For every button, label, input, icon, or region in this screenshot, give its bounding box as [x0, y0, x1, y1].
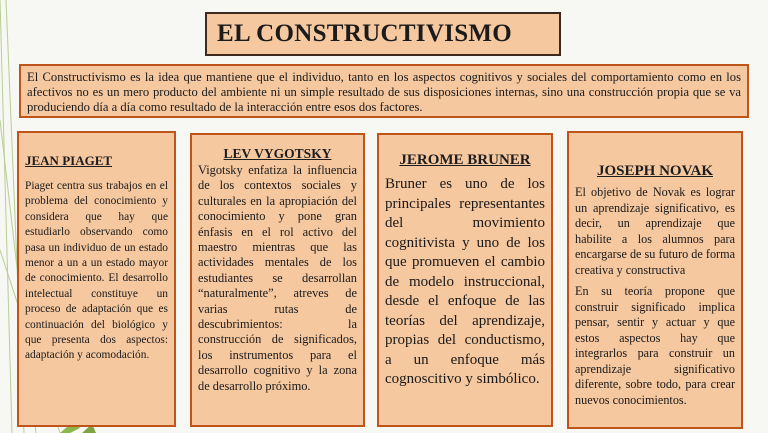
piaget-text: Piaget centra sus trabajos en el problema del conocimiento y considera que hay que estudiarlo observando como pasa un individuo de un estado menor a un a un estado mayor de conocimiento. El desarrollo intelectual constituye un proceso de adaptación que es continuación del biológico y que presenta dos aspectos: adaptación y acomodación. — [25, 180, 168, 362]
bruner-heading: JEROME BRUNER — [399, 152, 531, 168]
page-title: EL CONSTRUCTIVISMO — [217, 20, 513, 47]
vygotsky-text: Vigotsky enfatiza la influencia de los contextos sociales y culturales en la apropiación del conocimiento y pone gran énfasis en el rol activo del maestro mientras que las actividades mentales de los estudiantes se desarrollan “naturalmente”, atreves de varias rutas de descubrimientos: la construcción de significados, los instrumentos para el desarrollo cognitivo y la zona de desarrollo próximo. — [198, 163, 357, 393]
vygotsky-heading: LEV VYGOTSKY — [223, 146, 332, 161]
novak-paragraph-2: En su teoría propone que construir significado implica pensar, sentir y actuar y que estos aspectos hay que integrarlos para construir un aprendizaje significativo diferente, sobre todo, para crear nuevos conocimientos. — [575, 284, 735, 407]
title-banner — [205, 12, 561, 56]
bruner-text: Bruner es uno de los principales representantes del movimiento cognitivista y uno de los que promueven el cambio de modelo instruccional, desde el enfoque de las teorías del aprendizaje, propias del conductismo, a un enfoque más cognoscitivo y simbólico. — [385, 176, 545, 387]
intro-text: El Constructivismo es la idea que mantiene que el individuo, tanto en los aspectos cognitivos y sociales del comportamiento como en los afectivos no es un mero producto del ambiente ni un simple resultado de sus disposiciones internas, sino una construcción propia que se va produciendo día a día como resultado de la interacción entre esos dos factores. — [27, 70, 741, 114]
novak-card — [567, 131, 743, 429]
vygotsky-card — [190, 133, 365, 427]
bruner-card — [377, 133, 553, 427]
novak-paragraph-1: El objetivo de Novak es lograr un aprendizaje significativo, es decir, un aprendizaje que habilite a los alumnos para encargarse de su futuro de forma creativa y constructiva — [575, 185, 735, 277]
intro-box — [19, 64, 749, 118]
piaget-heading: JEAN PIAGET — [25, 153, 113, 168]
novak-heading: JOSEPH NOVAK — [597, 163, 713, 179]
piaget-card — [17, 131, 176, 427]
